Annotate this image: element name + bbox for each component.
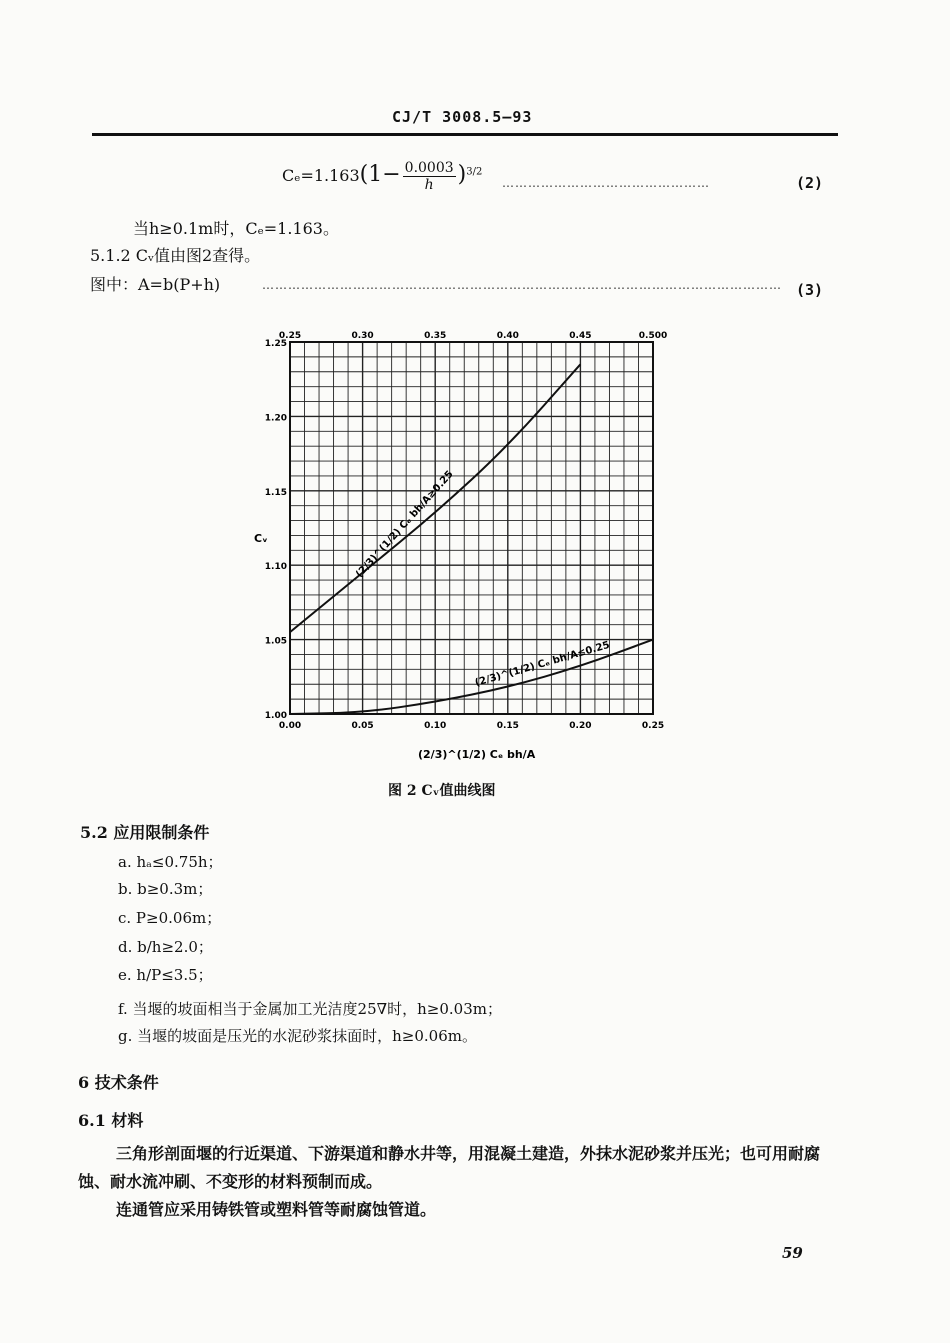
standard-code-header: CJ/T 3008.5—93: [392, 108, 533, 126]
y-tick-label: 1.05: [264, 636, 287, 647]
formula-2-open: (1−: [359, 162, 401, 187]
x-tick-label: 0.20: [569, 721, 592, 731]
y-axis-label: Cᵥ: [254, 532, 268, 545]
top-tick-label: 0.40: [496, 331, 519, 341]
x-tick-label: 0.00: [278, 721, 302, 731]
section-6-1-paragraph-1: 三角形剖面堰的行近渠道、下游渠道和静水井等，用混凝土建造，外抹水泥砂浆并压光；也可用耐腐蚀、耐水流冲刷、不变形的材料预制而成。: [78, 1144, 821, 1191]
condition-d: d. b/h≥2.0；: [118, 938, 213, 956]
page-number: 59: [782, 1244, 803, 1262]
x-tick-label: 0.15: [496, 721, 519, 731]
y-tick-label: 1.00: [264, 711, 287, 721]
x-tick-label: 0.25: [641, 721, 665, 731]
header-rule: [92, 133, 838, 136]
top-tick-label: 0.35: [424, 331, 447, 341]
figure-caption: 图 2 Cᵥ值曲线图: [388, 783, 496, 799]
top-tick-label: 0.500: [638, 331, 668, 341]
lower-curve-label: (2/3)^(1/2) Cₑ bh/A≤0.25: [473, 639, 612, 689]
section-5-2-title: 5.2 应用限制条件: [80, 823, 210, 842]
section-6-title: 6 技术条件: [78, 1073, 159, 1092]
formula-3: 图中：A=b(P+h): [90, 275, 221, 294]
y-tick-label: 1.25: [264, 339, 287, 349]
note-h-threshold: 当h≥0.1m时，Cₑ=1.163。: [133, 219, 339, 238]
formula-2-exponent: 3/2: [466, 166, 483, 178]
condition-g: g. 当堰的坡面是压光的水泥砂浆抹面时，h≥0.06m。: [118, 1027, 477, 1045]
condition-a: a. hₐ≤0.75h；: [118, 853, 223, 871]
top-tick-label: 0.30: [351, 331, 374, 341]
y-tick-label: 1.15: [264, 487, 287, 498]
formula-3-number: (3): [796, 281, 824, 299]
section-6-1-paragraph-2: 连通管应采用铸铁管或塑料管等耐腐蚀管道。: [116, 1200, 437, 1219]
formula-2-leader: …………………………………………: [502, 176, 710, 190]
top-tick-label: 0.45: [569, 331, 592, 341]
formula-2-lhs: Cₑ=1.163: [282, 166, 360, 185]
formula-2-denominator: h: [424, 177, 434, 193]
top-tick-label: 0.25: [278, 331, 302, 341]
condition-f: f. 当堰的坡面相当于金属加工光洁度25∇时，h≥0.03m；: [118, 1000, 502, 1018]
formula-2-fraction: [403, 160, 456, 193]
formula-2-numerator: 0.0003: [404, 160, 454, 176]
y-tick-label: 1.10: [264, 562, 287, 573]
condition-e: e. h/P≤3.5；: [118, 966, 213, 984]
x-tick-label: 0.05: [351, 721, 374, 731]
formula-2-close: ): [457, 162, 467, 187]
formula-2-number: (2): [796, 174, 824, 192]
section-6-1-title: 6.1 材料: [78, 1111, 144, 1130]
condition-c: c. P≥0.06m；: [118, 909, 222, 927]
x-axis-label: (2/3)^(1/2) Cₑ bh/A: [418, 748, 536, 761]
chart-frame: [290, 342, 653, 714]
cv-curve-chart: [250, 320, 690, 770]
condition-b: b. b≥0.3m；: [118, 880, 213, 898]
upper-curve-label: (2/3)^(1/2) Cₑ bh/A≥0.25: [354, 468, 456, 581]
y-tick-label: 1.20: [264, 413, 287, 424]
formula-2: [282, 160, 482, 193]
section-5-1-2: 5.1.2 Cᵥ值由图2查得。: [90, 246, 261, 265]
chart-grid: [290, 342, 653, 714]
chart-ticks: [265, 331, 667, 731]
x-tick-label: 0.10: [424, 721, 447, 731]
formula-3-leader: …………………………………………………………………………………………………………: [262, 278, 782, 292]
